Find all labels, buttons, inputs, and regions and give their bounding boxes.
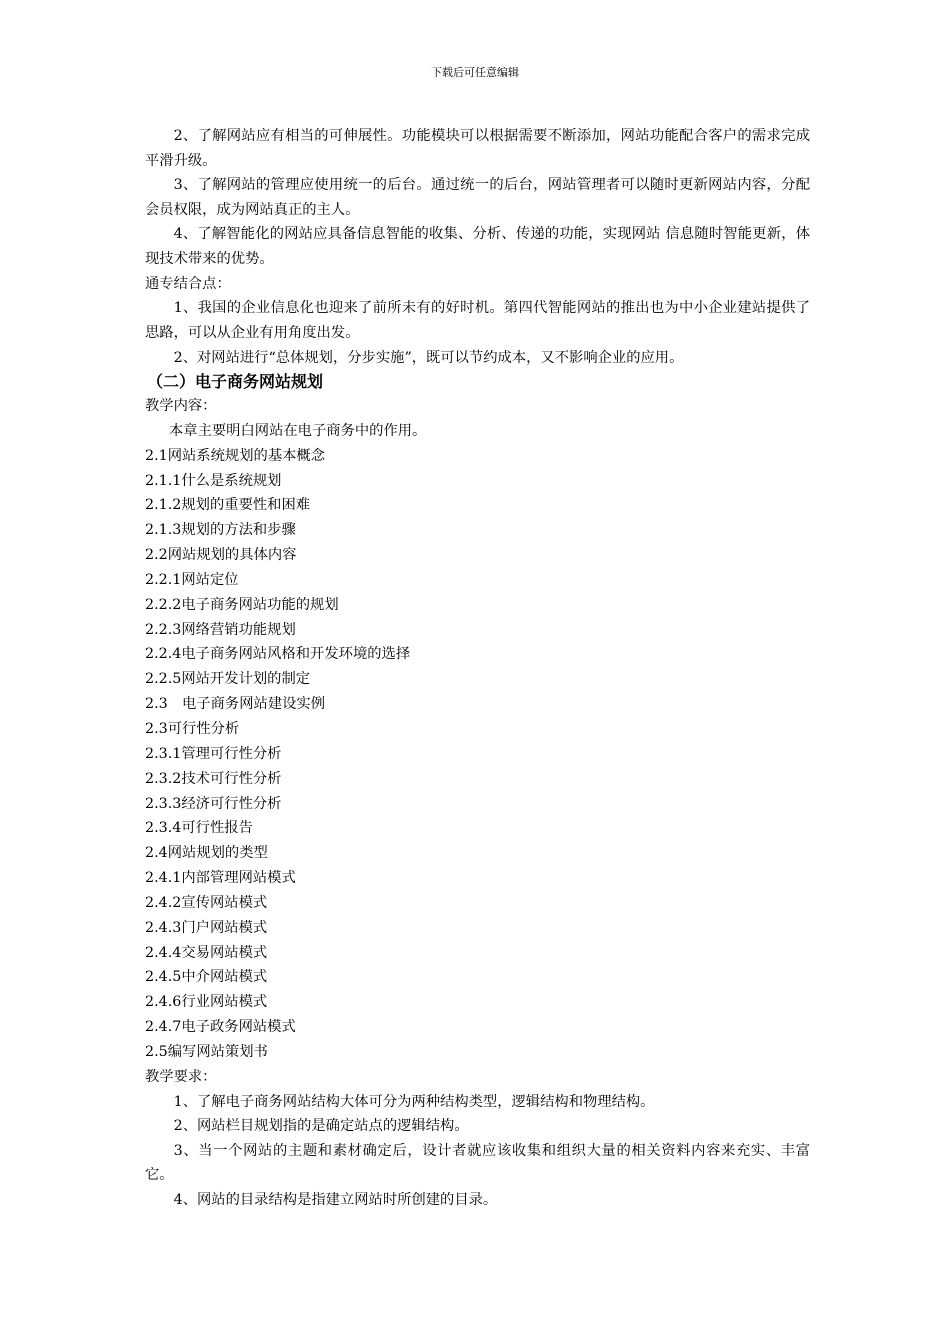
toc-item: 2.3 电子商务网站建设实例 [145,696,326,713]
requirement-item-1: 1、了解电子商务网站结构大体可分为两种结构类型，逻辑结构和物理结构。 [173,1093,655,1110]
requirement-item-4: 4、网站的目录结构是指建立网站时所创建的目录。 [173,1192,498,1208]
toc-item: 2.1.2规划的重要性和困难 [145,497,311,514]
teaching-content-label: 教学内容： [145,398,217,415]
toc-item: 2.2网站规划的具体内容 [145,547,297,564]
toc-item: 2.1.3规划的方法和步骤 [145,522,296,539]
toc-item: 2.4.1内部管理网站模式 [145,870,296,887]
paragraph-unified-backend: 3、了解网站的管理应使用统一的后台。通过统一的后台，网站管理者可以随时更新网站内容，分配会员权限，成为网站真正的主人。 [145,177,810,218]
toc-item: 2.3可行性分析 [145,721,240,738]
requirement-item-3: 3、当一个网站的主题和素材确定后，设计者就应该收集和组织大量的相关资料内容来充实、丰富它。 [145,1142,810,1184]
toc-item: 2.4.3门户网站模式 [145,919,268,936]
toc-list [145,444,810,1065]
toc-item: 2.3.3经济可行性分析 [145,795,282,812]
toc-item: 2.5编写网站策划书 [145,1043,268,1060]
toc-item: 2.3.2技术可行性分析 [145,770,282,787]
intro-text: 本章主要明白网站在电子商务中的作用。 [169,422,427,439]
junction-item-1: 1、我国的企业信息化也迎来了前所未有的好时机。第四代智能网站的推出也为中小企业建站提供了思路，可以从企业有用角度出发。 [145,300,810,341]
paragraph-intelligent-site: 4、了解智能化的网站应具备信息智能的收集、分析、传递的功能，实现网站 信息随时智能更新，体现技术带来的优势。 [145,226,810,267]
toc-item: 2.2.1网站定位 [145,571,239,588]
toc-item: 2.2.5网站开发计划的制定 [145,671,311,688]
toc-item: 2.1.1什么是系统规划 [145,472,282,489]
junction-item-2: 2、对网站进行“总体规划，分步实施”，既可以节约成本，又不影响企业的应用。 [173,349,684,366]
document-body [145,124,810,1213]
toc-item: 2.4.5中介网站模式 [145,969,268,986]
toc-item: 2.4.2宣传网站模式 [145,894,268,911]
junction-label: 通专结合点： [145,275,231,292]
section-title: （二）电子商务网站规划 [147,372,324,392]
toc-item: 2.3.1管理可行性分析 [145,745,282,762]
page-header: 下载后可任意编辑 [431,66,519,79]
toc-item: 2.2.2电子商务网站功能的规划 [145,596,339,613]
paragraph-scalability: 2、了解网站应有相当的可伸展性。功能模块可以根据需要不断添加，网站功能配合客户的需求完成平滑升级。 [145,128,810,169]
toc-item: 2.2.3网络营销功能规划 [145,621,296,638]
toc-item: 2.4网站规划的类型 [145,845,268,862]
teaching-requirements-label: 教学要求： [145,1068,217,1085]
requirement-item-2: 2、网站栏目规划指的是确定站点的逻辑结构。 [173,1118,469,1135]
toc-item: 2.1网站系统规划的基本概念 [145,447,326,464]
toc-item: 2.3.4可行性报告 [145,820,253,837]
toc-item: 2.2.4电子商务网站风格和开发环境的选择 [145,646,411,663]
toc-item: 2.4.6行业网站模式 [145,994,268,1011]
toc-item: 2.4.7电子政务网站模式 [145,1019,296,1036]
toc-item: 2.4.4交易网站模式 [145,944,268,961]
